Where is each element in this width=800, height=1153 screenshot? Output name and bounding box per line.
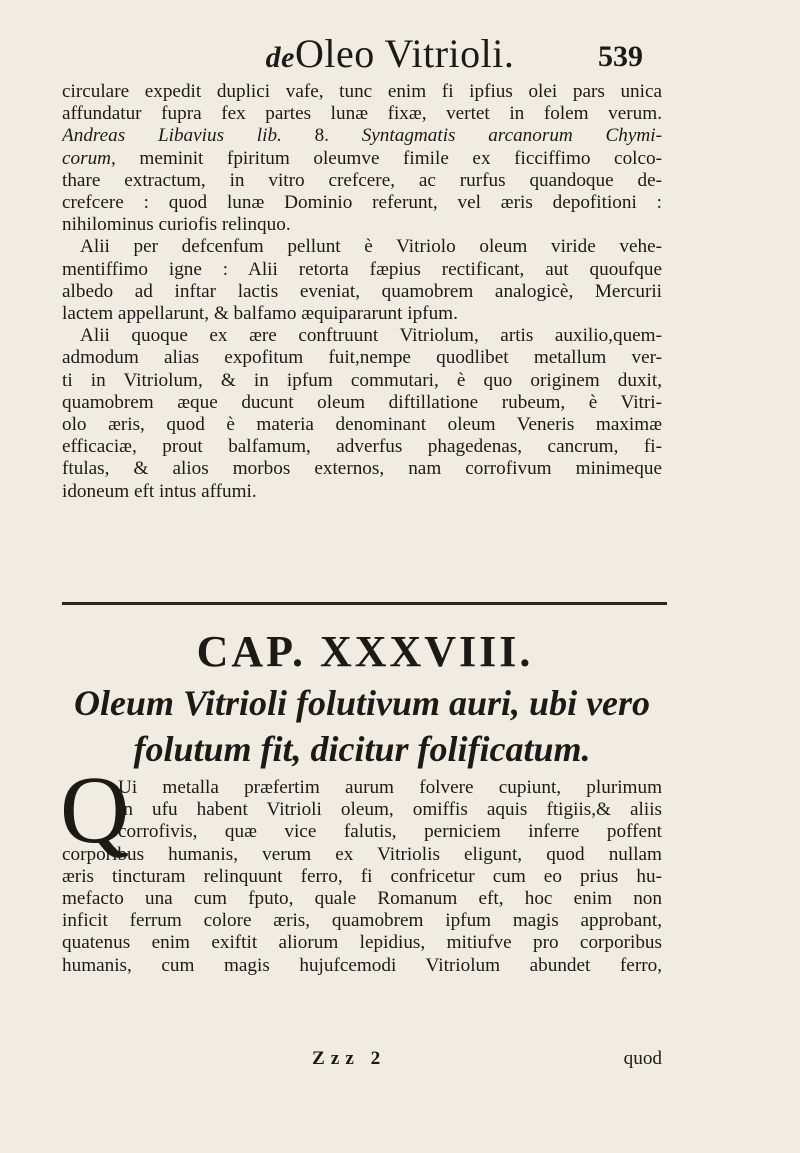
- running-head: [230, 30, 550, 77]
- drop-cap: Q: [60, 756, 130, 863]
- running-head-title: Oleo Vitrioli.: [294, 31, 515, 76]
- text-line: circulare expedit duplici vafe, tunc enim fi ipfius olei pars unica: [62, 81, 662, 102]
- text-line: ftulas, & alios morbos externos, nam corrofivum minimeque: [62, 458, 662, 480]
- text-line: quamobrem æque ducunt oleum diftillatione rubeum, è Vitri-: [62, 391, 662, 413]
- paragraph-chapter: [62, 777, 662, 977]
- text-line: lactem appellarunt, & balfamo æquipararunt ipfum.: [62, 303, 458, 325]
- text-line: æris tincturam relinquunt ferro, fi confricetur cum eo prius hu-: [62, 865, 662, 887]
- chapter-divider-rule: [62, 602, 667, 605]
- text-line: Andreas Libavius lib. 8. Syntagmatis arcanorum Chymi-: [62, 125, 662, 147]
- chapter-number: CAP. XXXVIII.: [196, 627, 534, 676]
- text-line: olo æris, quod è materia denominant oleum Veneris maximæ: [62, 414, 662, 436]
- signature-mark: Zzz 2: [312, 1048, 387, 1069]
- text-line: ti in Vitriolum, & in ipfum commutari, è quo originem duxit,: [62, 369, 662, 391]
- text-line: corporibus humanis, verum ex Vitriolis eligunt, quod nullam: [62, 843, 662, 865]
- text-line: Ui metalla præfertim aurum folvere cupiunt, plurimum: [118, 777, 662, 798]
- running-head-prefix: de: [265, 41, 295, 74]
- page-number: 539: [598, 40, 643, 73]
- text-line: quatenus enim exiftit aliorum lepidius, mitiufve pro corporibus: [62, 932, 662, 954]
- text-line: crefcere : quod lunæ Dominio referunt, vel æris depofitioni :: [62, 192, 662, 214]
- text-line: mentiffimo igne : Alii retorta fæpius rectificant, aut quoufque: [62, 258, 662, 280]
- text-line: admodum alias expofitum fuit,nempe quodlibet metallum ver-: [62, 347, 662, 369]
- text-line: thare extractum, in vitro crefcere, ac rurfus quandoque de-: [62, 169, 662, 191]
- text-line: corrofivis, quæ vice falutis, perniciem inferre poffent: [118, 821, 662, 843]
- chapter-heading-line: folutum fit, dicitur folificatum.: [133, 729, 591, 769]
- text-line: affundatur fupra fex partes lunæ fixæ, vertet in folem verum.: [62, 103, 662, 125]
- text-line: albedo ad inftar lactis eveniat, quamobrem analogicè, Mercurii: [62, 280, 662, 302]
- text-line: in ufu habent Vitrioli oleum, omiffis aquis ftigiis,& aliis: [118, 799, 662, 821]
- paragraph-top: [62, 81, 662, 503]
- text-line: inficit ferrum colore æris, quamobrem ipfum magis approbant,: [62, 910, 662, 932]
- text-line: mefacto una cum fputo, quale Romanum eft, hoc enim non: [62, 888, 662, 910]
- text-line: efficaciæ, prout balfamum, adverfus phagedenas, cancrum, fi-: [62, 436, 662, 458]
- catchword: quod: [623, 1048, 662, 1069]
- text-line: humanis, cum magis hujufcemodi Vitriolum abundet ferro,: [62, 954, 662, 976]
- chapter-heading: [62, 680, 662, 772]
- text-line: corum, meminit fpiritum oleumve fimile ex ficciffimo colco-: [62, 147, 662, 169]
- text-line: nihilominus curiofis relinquo.: [62, 214, 291, 236]
- chapter-heading-line: Oleum Vitrioli folutivum auri, ubi vero: [73, 683, 651, 723]
- text-line: Alii quoque ex ære conftruunt Vitriolum, artis auxilio,quem-: [80, 325, 662, 347]
- text-line: Alii per defcenfum pellunt è Vitriolo oleum viride vehe-: [80, 236, 662, 258]
- text-line: idoneum eft intus affumi.: [62, 480, 257, 502]
